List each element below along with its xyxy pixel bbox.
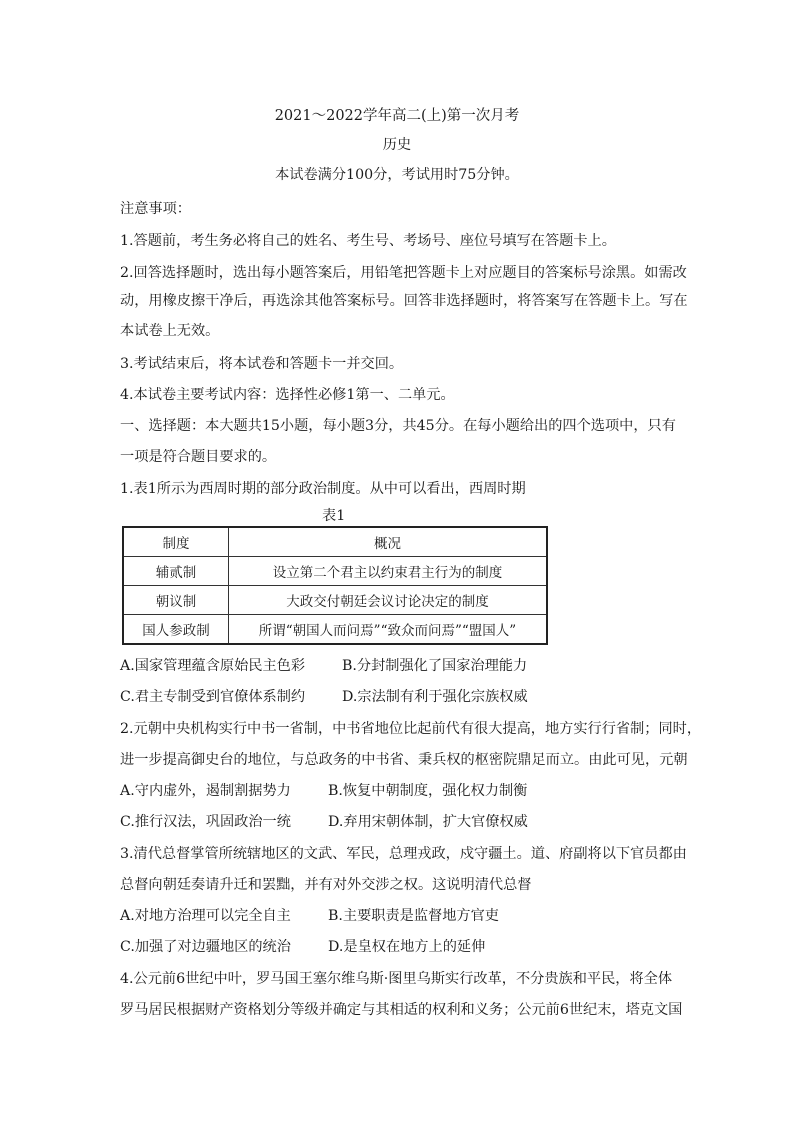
section-1-line-1: 一、选择题：本大题共15小题，每小题3分，共45分。在每小题给出的四个选项中，只有 — [120, 418, 676, 434]
table-1 — [122, 526, 548, 645]
table-header-row — [123, 527, 547, 557]
q2-option-a: A.守内虚外，遏制割据势力 — [120, 783, 291, 799]
q1-option-c: C.君主专制受到官僚体系制约 — [120, 689, 306, 705]
table-header-cell: 制度 — [123, 527, 229, 557]
note-1: 1.答题前，考生务必将自己的姓名、考生号、考场号、座位号填写在答题卡上。 — [120, 233, 616, 249]
q3-line-1: 3.清代总督掌管所统辖地区的文武、军民，总理戎政，戍守疆土。道、府副将以下官员都由 — [120, 846, 687, 862]
exam-title: 2021～2022学年高二(上)第一次月考 — [274, 108, 520, 124]
q3-option-c: C.加强了对边疆地区的统治 — [120, 939, 291, 955]
table-cell: 大政交付朝廷会议讨论决定的制度 — [229, 586, 548, 615]
q2-option-c: C.推行汉法，巩固政治一统 — [120, 814, 291, 830]
q1-option-b: B.分封制强化了国家治理能力 — [342, 658, 528, 674]
q2-option-b: B.恢复中朝制度，强化权力制衡 — [328, 783, 528, 799]
table-row — [123, 586, 547, 615]
q2-option-d: D.弃用宋朝体制，扩大官僚权威 — [328, 814, 528, 830]
table-cell: 辅贰制 — [123, 557, 229, 586]
subject-title: 历史 — [382, 137, 412, 153]
q1-option-a: A.国家管理蕴含原始民主色彩 — [120, 658, 306, 674]
table-cell: 所谓“朝国人而问焉”“致众而问焉”“盟国人” — [229, 615, 548, 645]
q3-line-2: 总督向朝廷奏请升迁和罢黜，并有对外交涉之权。这说明清代总督 — [120, 877, 532, 893]
table-cell: 设立第二个君主以约束君主行为的制度 — [229, 557, 548, 586]
table-caption: 表1 — [322, 508, 346, 524]
note-2-line-2: 动，用橡皮擦干净后，再选涂其他答案标号。回答非选择题时，将答案写在答题卡上。写在 — [120, 293, 688, 309]
q3-option-b: B.主要职责是监督地方官吏 — [328, 908, 499, 924]
q1-stem: 1.表1所示为西周时期的部分政治制度。从中可以看出，西周时期 — [120, 481, 526, 497]
exam-info: 本试卷满分100分，考试用时75分钟。 — [275, 167, 519, 183]
q4-line-1: 4.公元前6世纪中叶，罗马国王塞尔维乌斯·图里乌斯实行改革，不分贵族和平民，将全体 — [120, 971, 673, 987]
table-row — [123, 557, 547, 586]
q3-option-a: A.对地方治理可以完全自主 — [120, 908, 291, 924]
table-header-cell: 概况 — [229, 527, 548, 557]
q4-line-2: 罗马居民根据财产资格划分等级并确定与其相适的权利和义务；公元前6世纪末，塔克文国 — [120, 1002, 683, 1018]
q1-option-d: D.宗法制有利于强化宗族权威 — [342, 689, 528, 705]
table-row — [123, 615, 547, 645]
note-2-line-3: 本试卷上无效。 — [120, 323, 220, 339]
notes-heading: 注意事项： — [120, 201, 191, 217]
section-1-line-2: 一项是符合题目要求的。 — [120, 449, 277, 465]
note-3: 3.考试结束后，将本试卷和答题卡一并交回。 — [120, 356, 404, 372]
note-2-line-1: 2.回答选择题时，选出每小题答案后，用铅笔把答题卡上对应题目的答案标号涂黑。如需改 — [120, 265, 687, 281]
q2-line-2: 进一步提高御史台的地位，与总政务的中书省、秉兵权的枢密院鼎足而立。由此可见，元朝 — [120, 752, 688, 768]
note-4: 4.本试卷主要考试内容：选择性必修1第一、二单元。 — [120, 387, 455, 403]
q2-line-1: 2.元朝中央机构实行中书一省制，中书省地位比起前代有很大提高，地方实行行省制；同时， — [120, 721, 702, 737]
table-cell: 朝议制 — [123, 586, 229, 615]
q3-option-d: D.是皇权在地方上的延伸 — [328, 939, 486, 955]
table-cell: 国人参政制 — [123, 615, 229, 645]
